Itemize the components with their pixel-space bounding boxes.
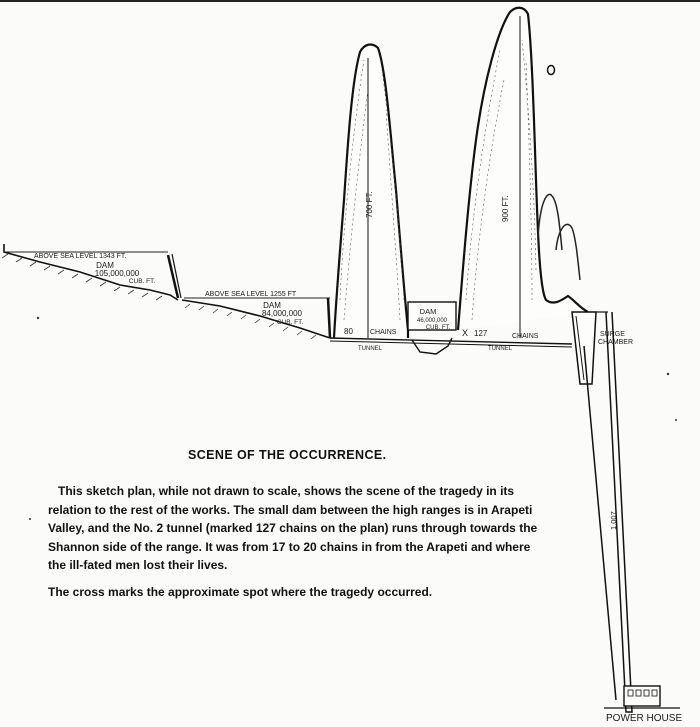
paper-speck (675, 419, 677, 421)
surge-chamber (572, 312, 633, 384)
small-dam-unit: CUB. FT. (425, 325, 451, 331)
paper-speck (667, 373, 669, 375)
power-house-label: POWER HOUSE (606, 713, 683, 724)
paper-speck (37, 317, 39, 319)
left-sea-level: ABOVE SEA LEVEL 1343 FT. (34, 253, 127, 260)
left-dam-volume: 105,000,000 (94, 269, 140, 278)
caption-note: The cross marks the approximate spot where the tragedy occurred. (48, 584, 433, 599)
caption-paragraph: This sketch plan, while not drawn to scale, shows the scene of the tragedy in its relation to the rest of the works. The small dam between the high ranges is in Arapeti Valley, and the No. 2 tunnel (marked 127 chains on the plan) runs through towards the Shannon side of the range. It was from 17 to 20 chains in from the Arapeti and where the ill-fated men lost their lives. (48, 484, 538, 572)
small-dam-volume: 46,000,000 (416, 318, 448, 324)
left-dam-title: DAM (96, 261, 114, 270)
tunnel-2-label: TUNNEL (488, 346, 513, 352)
left-dam-unit: CUB. FT. (128, 278, 156, 285)
left-dam (2, 244, 181, 300)
middle-terrain (182, 300, 330, 338)
penstock-length: 1,007 (609, 511, 618, 530)
right-peak-outline (458, 8, 588, 330)
middle-dam-unit: CUB. FT. (276, 319, 304, 326)
left-peak-outline (334, 45, 408, 338)
paper-speck (29, 518, 31, 520)
left-peak (334, 45, 408, 338)
surge-chamber-line1: SURGE (600, 331, 625, 338)
tunnel-1-chains: 80 (344, 327, 353, 336)
cross-mark: X (462, 328, 469, 338)
small-dam-title: DAM (419, 307, 437, 316)
middle-sea-level: ABOVE SEA LEVEL 1255 FT (205, 291, 297, 298)
tunnel-2-chains: 127 (474, 329, 488, 338)
middle-dam-volume: 84,000,000 (261, 309, 303, 318)
right-peak-foothills (538, 194, 580, 280)
small-dam (408, 302, 456, 354)
caption-block (48, 448, 548, 601)
peak-marker-circle (548, 66, 555, 75)
middle-dam (182, 291, 330, 339)
tunnel-2-unit: CHAINS (512, 333, 539, 340)
middle-dam-title: DAM (263, 301, 281, 310)
middle-dam-wall (328, 298, 330, 338)
tunnel-1-label: TUNNEL (358, 346, 383, 352)
tunnel-1-unit: CHAINS (370, 329, 397, 336)
surge-chamber-line2: CHAMBER (598, 339, 634, 346)
right-peak (458, 8, 588, 338)
caption-title: SCENE OF THE OCCURRENCE. (188, 448, 387, 462)
left-peak-height: 700 FT. (365, 191, 374, 218)
right-peak-height: 900 FT. (501, 195, 510, 222)
